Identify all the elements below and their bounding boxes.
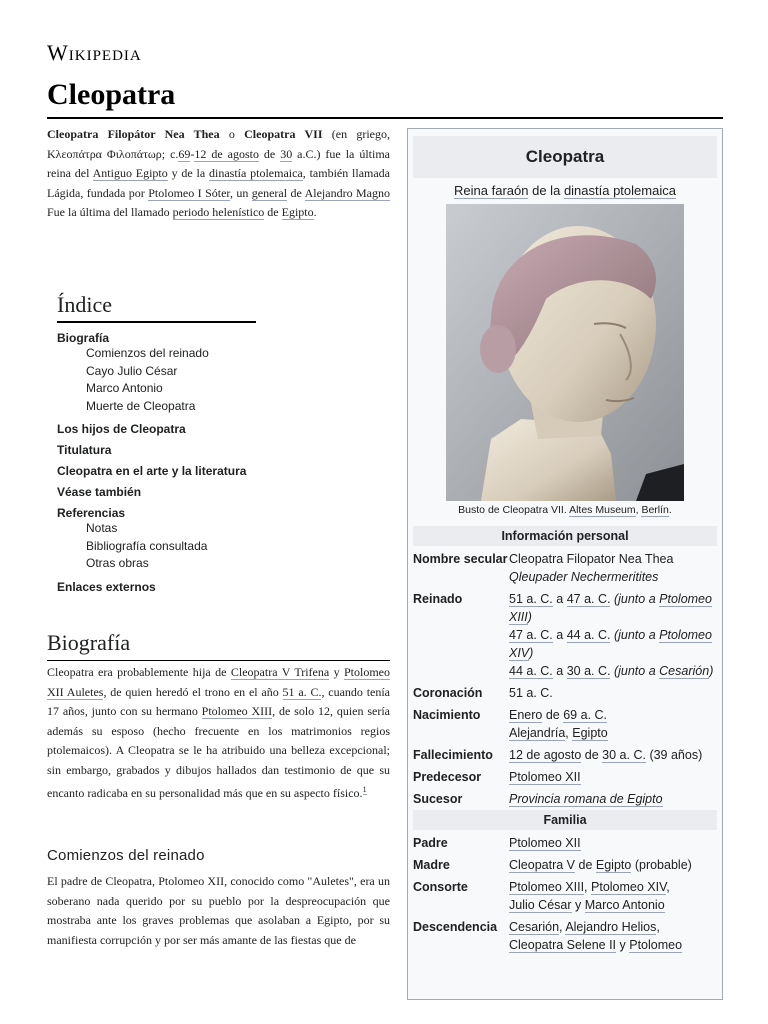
link-dinastia[interactable]: dinastía ptolemaica: [563, 183, 676, 198]
link-ptolomeo-xii[interactable]: Ptolomeo XII Auletes: [47, 665, 390, 699]
toc-subitem[interactable]: Muerte de Cleopatra: [86, 398, 196, 413]
link-general[interactable]: general: [251, 185, 288, 200]
link-altes-museum[interactable]: Altes Museum: [569, 504, 636, 516]
infobox-row-padre: Padre Ptolomeo XII: [413, 836, 581, 850]
infobox-subtitle: Reina faraón de la dinastía ptolemaica: [454, 183, 676, 198]
reference-link[interactable]: 1: [362, 785, 367, 794]
link-alejandro-magno[interactable]: Alejandro Magno: [304, 185, 391, 200]
lead-name: Cleopatra Filopátor Nea Thea: [47, 127, 220, 141]
link-dinastia-ptolemaica[interactable]: dinastía ptolemaica: [208, 166, 303, 180]
lead-alt-name: Cleopatra VII: [244, 127, 323, 141]
section-heading-comienzos: Comienzos del reinado: [47, 847, 205, 864]
infobox-row-fallecimiento: Fallecimiento 12 de agosto de 30 a. C. (39 años): [413, 748, 703, 762]
toc-heading: Índice: [57, 292, 256, 323]
infobox-section-personal: Información personal: [413, 526, 717, 546]
biografia-paragraph: Cleopatra era probablemente hija de Cleopatra V Trifena y Ptolomeo XII Auletes, de quien heredó el trono en el año 51 a. C., cuando tenía 17 años, junto con su hermano Ptolomeo XIII, de solo 12, quien sería además su esposo (hecho frecuente en los matrimonios regios ptolemaicos). A Cleopatra se le ha atribuido una belleza excepcional; sin embargo, grabados y dibujos hallados dan testimonio de que su encanto radicaba en su personalidad más que en su aspecto físico.$^1$: [47, 665, 391, 800]
link-cleopatra-v[interactable]: Cleopatra V Trifena: [230, 665, 330, 679]
toc-subitem[interactable]: Marco Antonio: [86, 381, 163, 395]
infobox-row-nombre: Nombre secular Cleopatra Filopator Nea Thea Qleupader Nechermeritites: [413, 552, 674, 584]
table-of-contents: [57, 292, 357, 594]
cleopatra-bust-image[interactable]: [446, 204, 684, 501]
infobox-row-predecesor: Predecesor Ptolomeo XII: [413, 770, 581, 784]
toc-list: [57, 331, 357, 594]
wikipedia-wordmark[interactable]: Wikipedia: [47, 40, 142, 65]
page-title: Cleopatra: [47, 78, 176, 111]
toc-subitem[interactable]: Otras obras: [86, 556, 149, 570]
infobox-row-nacimiento: Nacimiento Enero de 69 a. C. Alejandría, Egipto: [413, 708, 608, 740]
title-divider: [47, 117, 723, 119]
infobox-row-madre: Madre Cleopatra V de Egipto (probable): [413, 858, 692, 872]
toc-item-vease[interactable]: Véase también: [57, 485, 142, 499]
link-12-agosto[interactable]: 12 de agosto: [194, 146, 259, 161]
toc-subitem[interactable]: Comienzos del reinado: [86, 346, 209, 360]
infobox-title: Cleopatra: [413, 136, 717, 178]
infobox-row-consorte: Consorte Ptolomeo XIII, Ptolomeo XIV, Julio César y Marco Antonio: [413, 880, 670, 912]
infobox-row-descendencia: Descendencia Cesarión, Alejandro Helios, Cleopatra Selene II y Ptolomeo: [413, 920, 683, 952]
link-ptolomeo-i[interactable]: Ptolomeo I Sóter: [148, 185, 230, 200]
toc-subitem[interactable]: Cayo Julio César: [86, 363, 178, 378]
infobox-row-reinado: Reinado 51 a. C. a 47 a. C. (junto a Ptolomeo XIII) 47 a. C. a 44 a. C. (junto a Ptolomeo XIV) 44 a. C. a 30 a. C. (junto a Cesarión): [413, 592, 714, 678]
toc-subitem[interactable]: Bibliografía consultada: [86, 538, 208, 553]
toc-item-arte[interactable]: Cleopatra en el arte y la literatura: [57, 464, 247, 478]
link-berlin[interactable]: Berlín: [641, 504, 669, 516]
toc-item-biografia[interactable]: Biografía: [57, 331, 110, 345]
link-30[interactable]: 30: [280, 146, 293, 161]
link-reina-faraon[interactable]: Reina faraón: [454, 183, 529, 198]
section-heading-biografia: Biografía: [47, 630, 390, 661]
infobox-row-coronacion: Coronación 51 a. C.: [413, 686, 553, 700]
toc-item-referencias[interactable]: Referencias: [57, 506, 126, 520]
comienzos-paragraph: El padre de Cleopatra, Ptolomeo XII, conocido como "Auletes", era un soberano nada querido por su pueblo por la despreocupación que mostraba ante los graves problemas que asolaban a Egipto, por su manifiesta corrupción y por ser más amante de las fiestas que de: [47, 874, 390, 947]
toc-item-titulatura[interactable]: Titulatura: [57, 443, 112, 457]
link-antiguo-egipto[interactable]: Antiguo Egipto: [92, 166, 168, 180]
infobox: [407, 128, 723, 1000]
toc-item-hijos[interactable]: Los hijos de Cleopatra: [57, 422, 186, 436]
infobox-caption: Busto de Cleopatra VII. Altes Museum, Berlín.: [458, 504, 672, 516]
link-periodo-helenistico[interactable]: periodo helenístico: [172, 205, 265, 219]
toc-subitem[interactable]: Notas: [86, 521, 118, 535]
lead-paragraph: Cleopatra Filopátor Nea Thea o Cleopatra VII (en griego, Κλεοπάτρα Φιλοπάτωρ; c.69-12 de agosto de 30 a.C.) fue la última reina del Antiguo Egipto y de la dinastía ptolemaica, también llamada Lágida, fundada por Ptolomeo I Sóter, un general de Alejandro Magno Fue la última del llamado periodo helenístico de Egipto.: [47, 127, 391, 219]
link-egipto[interactable]: Egipto: [281, 205, 314, 219]
infobox-section-familia: Familia: [413, 810, 717, 830]
link-51-ac[interactable]: 51 a. C.: [282, 684, 322, 699]
toc-item-enlaces[interactable]: Enlaces externos: [57, 579, 156, 594]
link-ptolomeo-xiii[interactable]: Ptolomeo XIII: [201, 704, 273, 718]
infobox-row-sucesor: Sucesor Provincia romana de Egipto: [413, 792, 663, 806]
link-69[interactable]: 69: [178, 146, 191, 161]
